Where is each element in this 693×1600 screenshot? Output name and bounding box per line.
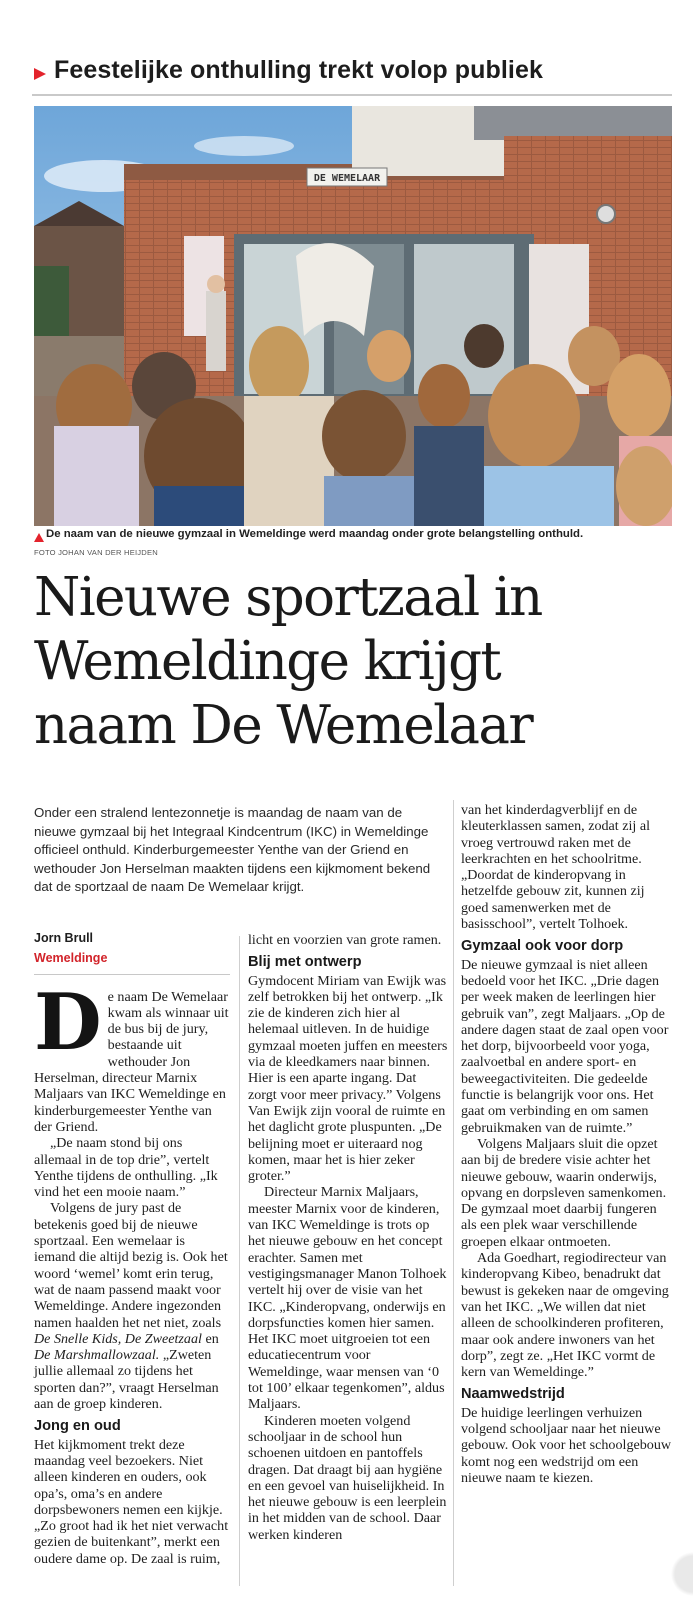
photo-caption: De naam van de nieuwe gymzaal in Wemeldinge werd maandag onder grote belangstelling onthuld. <box>46 528 584 540</box>
photo-illustration <box>34 106 672 526</box>
paragraph: Ada Goedhart, regiodirecteur van kinderopvang Kibeo, benadrukt dat bewust is gekeken naar de omgeving van het IKC. „We willen dat niet alleen de schoolkinderen profiteren, maar ook andere inwoners van het dorp”, zegt ze. „Het IKC vormt de kern van Wemeldinge.” <box>461 1250 669 1381</box>
paragraph: e naam De Wemelaar kwam als winnaar uit de bus bij de jury, bestaande uit wethouder Jon Herselman, directeur Marnix Maljaars van IKC Wemeldinge en kinderburgemeester Yenthe van der Griend. <box>34 988 229 1135</box>
subheading: Naamwedstrijd <box>461 1386 565 1403</box>
caption-arrow-icon <box>34 533 44 542</box>
text-run: en <box>205 1330 219 1347</box>
paragraph: De huidige leerlingen verhuizen volgend schooljaar naar het nieuwe gebouw. Ook voor het schoolgebouw komt nog een wedstrijd om een nieuwe naam te kiezen. <box>461 1404 672 1486</box>
subheading: Blij met ontwerp <box>248 954 362 971</box>
drop-cap: D <box>34 976 102 1068</box>
intro-paragraph: Onder een stralend lentezonnetje is maandag de naam van de nieuwe gymzaal bij het Integraal Kindcentrum (IKC) in Wemeldinge officieel onthuld. Kinderburgemeester Yenthe van der Griend en wethouder Jon Herselman maakten tijdens een kijkmoment bekend dat de sportzaal de naam De Wemelaar krijgt. <box>34 805 431 895</box>
column-2 <box>248 932 448 1543</box>
italic-names: De Snelle Kids, De Zweetzaal <box>34 1330 202 1347</box>
italic-names: De Marshmallowzaal. <box>34 1347 160 1364</box>
paragraph: van het kinderdagverblijf en de kleuterklassen samen, zodat zij al vroeg vertrouwd raken met de leerkrachten en het schoolritme. „Doordat de kinderopvang in hetzelfde gebouw zit, kunnen zij goed samenwerken met de basisschool”, vertelt Tolhoek. <box>461 802 651 933</box>
headline <box>34 566 674 758</box>
lead-paragraph <box>34 976 230 1136</box>
paragraph: licht en voorzien van grote ramen. <box>248 932 442 948</box>
building-sign-text: DE WEMELAAR <box>313 173 381 184</box>
paragraph: Directeur Marnix Maljaars, meester Marnix voor de kinderen, van IKC Wemeldinge is trots op het nieuwe gebouw en het concept erachter. Samen met vestigingsmanager Manon Tolhoek vertelt hij over de visie van het IKC. „Kinderopvang, onderwijs en dorpsfuncties komen hier samen. Het IKC moet uitgroeien tot een educatiecentrum voor Wemeldinge, waar mensen van ‘0 tot 100’ elkaar tegenkomen”, aldus Maljaars. <box>248 1184 447 1413</box>
paragraph <box>34 1200 230 1412</box>
paragraph: Gymdocent Miriam van Ewijk was zelf betrokken bij het ontwerp. „Ik zie de kinderen zich hier al helemaal uitleven. In de huidige gymzaal moeten juffen en meesters via de kleedkamers naar binnen. Hier is een aparte ingang. Dat zorgt voor meer privacy.” Volgens Van Ewijk zijn vooral de ruimte en het daglicht grote pluspunten. „De belijning moet er uiteraard nog komen, maar het is hier zeker groter.” <box>248 972 448 1185</box>
paragraph: „De naam stond bij ons allemaal in de top drie”, vertelt Yenthe tijdens de onthulling. „Ik vind het een mooie naam.” <box>34 1135 218 1201</box>
article-photo <box>34 106 672 526</box>
paragraph: Kinderen moeten volgend schooljaar in de school hun schoenen uitdoen en pantoffels dragen. Dat draagt bij aan hygiëne en een gevoel van huiselijkheid. In het nieuwe gebouw is een leerplein in het midden van de school. Daar werken kinderen <box>248 1412 447 1543</box>
photo-credit: FOTO JOHAN VAN DER HEIJDEN <box>34 548 158 557</box>
column-3 <box>461 802 673 1486</box>
paragraph: De nieuwe gymzaal is niet alleen bedoeld voor het IKC. „Drie dagen per week maken de leerlingen hier gebruik van”, zegt Maljaars. „Op de andere dagen staat de zaal open voor het dorp, bijvoorbeeld voor yoga, zaalvoetbal en andere sport- en beweegactiviteiten. Die gedeelde functie is belangrijk voor ons. Het gaat om verbinding en om samen gebruikmaken van de ruimte.” <box>461 956 669 1136</box>
text-run: Volgens de jury past de betekenis goed bij de nieuwe sportzaal. Een wemelaar is iemand die altijd bezig is. Ook het woord ‘wemel’ komt erin terug, wat de naam passend maakt voor Wemeldinge. Andere ingezonden namen haalden het net niet, zoals <box>34 1200 228 1331</box>
headline-line-1: Nieuwe sportzaal in <box>34 567 542 628</box>
column-divider <box>453 800 454 1586</box>
dateline-place: Wemeldinge <box>34 950 230 974</box>
column-1 <box>34 930 230 1567</box>
text-run: „Zweten jullie allemaal zo tijdens het sporten dan?”, vraagt Herselman aan de groep kinderen. <box>34 1347 219 1413</box>
kicker-bar <box>32 54 672 96</box>
subheading: Jong en oud <box>34 1418 121 1435</box>
scroll-handle[interactable] <box>665 1548 693 1600</box>
paragraph: Volgens Maljaars sluit die opzet aan bij de bredere visie achter het nieuwe gebouw, waarin onderwijs, opvang en dorpsleven samenkomen. De gymzaal moet daarbij fungeren als een plek waar verschillende groepen elkaar ontmoeten. <box>461 1135 667 1250</box>
paragraph: Het kijkmoment trekt deze maandag veel bezoekers. Niet alleen kinderen en ouders, ook opa’s, oma’s en andere dorpsbewoners nemen een kijkje. „Zo groot had ik het niet verwacht gezien de buitenkant”, merkt een oudere dame op. De zaal is ruim, <box>34 1436 229 1567</box>
kicker-title: Feestelijke onthulling trekt volop publiek <box>54 56 543 84</box>
red-arrow-icon <box>34 68 46 80</box>
subheading: Gymzaal ook voor dorp <box>461 938 624 955</box>
column-divider <box>239 936 240 1586</box>
byline: Jorn Brull <box>34 931 94 945</box>
headline-line-3: naam De Wemelaar <box>34 695 533 756</box>
headline-line-2: Wemeldinge krijgt <box>34 631 501 692</box>
